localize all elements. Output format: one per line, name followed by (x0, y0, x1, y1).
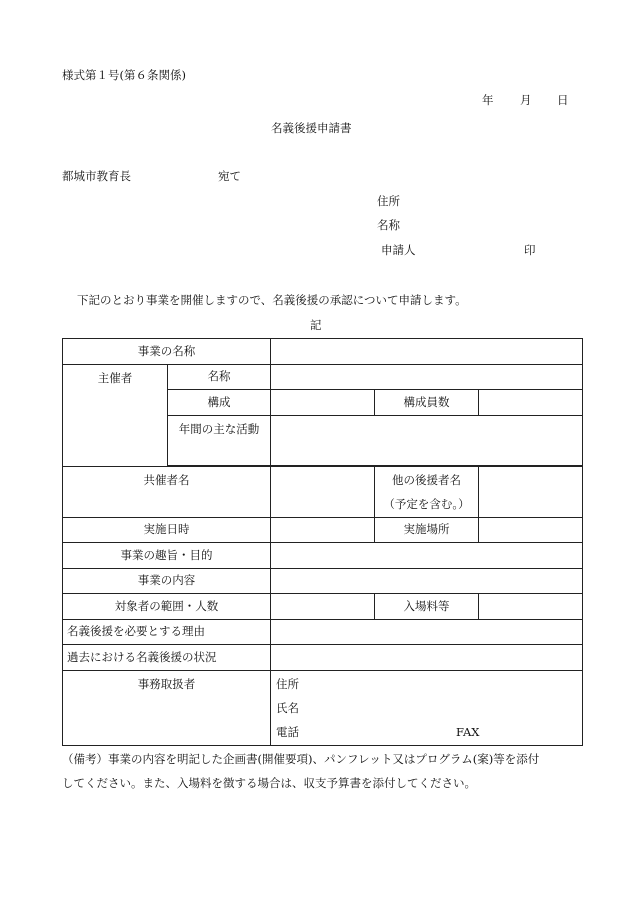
target-label: 対象者の範囲・人数 (63, 594, 271, 620)
intro-text: 下記のとおり事業を開催しますので、名義後援の承認について申請します。 (77, 293, 467, 307)
table-row (63, 620, 583, 645)
content-label: 事業の内容 (63, 569, 271, 594)
annual-activities-label: 年間の主な活動 (168, 416, 271, 466)
organizer-structure-label: 構成 (168, 390, 271, 416)
seal-label: 印 (524, 243, 536, 257)
organizer-structure-field[interactable] (271, 390, 375, 416)
organizer-name-label: 名称 (168, 365, 271, 390)
annual-activities-field[interactable] (271, 416, 583, 466)
clerk-label: 事務取扱者 (63, 671, 271, 746)
organizer-label: 主催者 (63, 365, 168, 467)
table-row (63, 543, 583, 569)
table-row (63, 671, 583, 746)
table-row (63, 339, 583, 365)
application-form-table (62, 338, 583, 746)
other-supporters-line2: （予定を含む。） (383, 497, 470, 511)
member-count-label: 構成員数 (375, 390, 479, 416)
addressee-name: 都城市教育長 (62, 169, 131, 183)
date-month-label: 月 (520, 93, 532, 107)
table-row (63, 594, 583, 620)
table-row (63, 645, 583, 671)
other-supporters-line1: 他の後援者名 (392, 473, 461, 487)
other-supporters-label (375, 467, 479, 518)
clerk-fax-label: FAX (456, 725, 480, 739)
event-place-field[interactable] (479, 518, 583, 543)
table-row (63, 569, 583, 594)
target-field[interactable] (271, 594, 375, 620)
table-row (63, 518, 583, 543)
clerk-name-label: 氏名 (276, 701, 299, 715)
table-row (63, 365, 583, 390)
purpose-label: 事業の趣旨・目的 (63, 543, 271, 569)
document-title: 名義後援申請書 (271, 121, 352, 135)
clerk-phone-label: 電話 (276, 725, 299, 739)
clerk-field[interactable] (271, 671, 583, 746)
admission-fee-label: 入場料等 (375, 594, 479, 620)
past-status-field[interactable] (271, 645, 583, 671)
member-count-field[interactable] (479, 390, 583, 416)
event-place-label: 実施場所 (375, 518, 479, 543)
date-day-label: 日 (557, 93, 569, 107)
reason-label: 名義後援を必要とする理由 (63, 620, 271, 645)
table-row (63, 467, 583, 518)
remarks-line-1: （備考）事業の内容を明記した企画書(開催要項)、パンフレット又はプログラム(案)等を添付 (62, 752, 540, 766)
co-organizer-label: 共催者名 (63, 467, 271, 518)
purpose-field[interactable] (271, 543, 583, 569)
applicant-label: 申請人 (381, 243, 416, 257)
other-supporters-field[interactable] (479, 467, 583, 518)
applicant-address-label: 住所 (377, 194, 400, 208)
past-status-label: 過去における名義後援の状況 (63, 645, 271, 671)
event-name-field[interactable] (271, 339, 583, 365)
co-organizer-field[interactable] (271, 467, 375, 518)
event-date-label: 実施日時 (63, 518, 271, 543)
event-date-field[interactable] (271, 518, 375, 543)
date-year-label: 年 (482, 93, 494, 107)
admission-fee-field[interactable] (479, 594, 583, 620)
addressee-suffix: 宛て (218, 169, 241, 183)
reason-field[interactable] (271, 620, 583, 645)
form-number: 様式第１号(第６条関係) (62, 68, 186, 82)
organizer-name-field[interactable] (271, 365, 583, 390)
applicant-name-label: 名称 (377, 218, 400, 232)
event-name-label: 事業の名称 (63, 339, 271, 365)
clerk-address-label: 住所 (276, 677, 299, 691)
content-field[interactable] (271, 569, 583, 594)
ki-label: 記 (310, 318, 322, 332)
remarks-line-2: してください。また、入場料を徴する場合は、収支予算書を添付してください。 (62, 776, 476, 790)
